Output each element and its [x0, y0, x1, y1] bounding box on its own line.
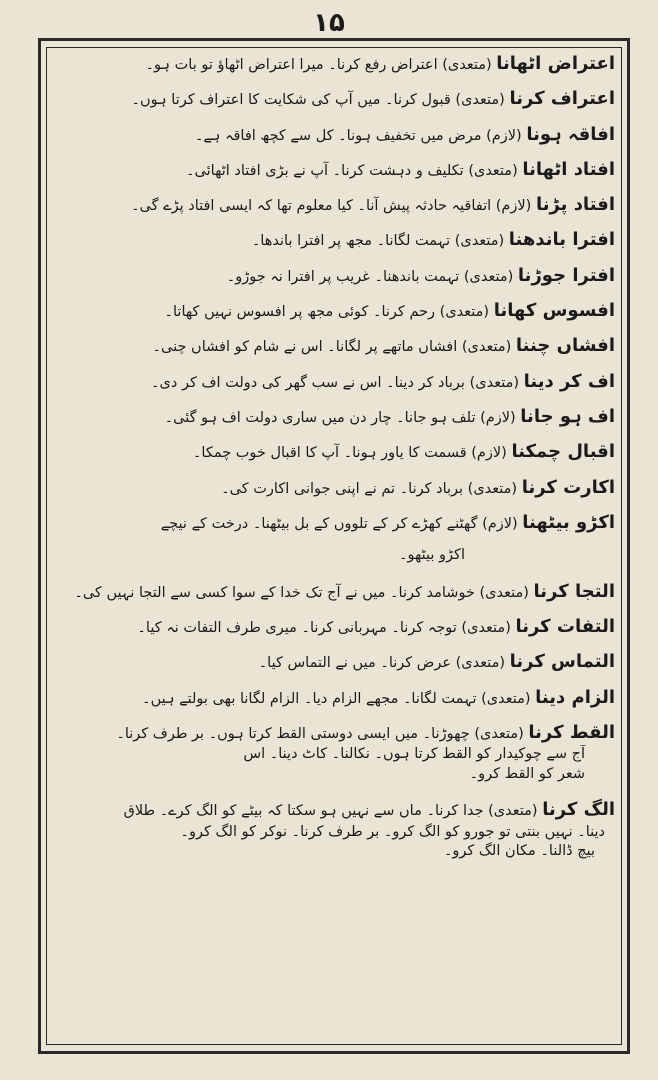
- entry-continuation: [60, 823, 615, 843]
- entry-iteraz-uthana: [60, 52, 615, 76]
- entry-continuation: [60, 842, 615, 862]
- entry-iltija-karna: [60, 580, 615, 604]
- entry-akru-baithna: [60, 511, 615, 535]
- entry-definition: (لازم) قسمت کا یاور ہونا۔ آپ کا اقبال خوب چمکا۔: [192, 445, 512, 462]
- entry-definition: دینا۔ نہیں بنتی تو جورو کو الگ کرو۔ بر طرف کرنا۔ نوکر کو الگ کرو۔: [180, 823, 605, 840]
- dictionary-entries: [60, 52, 615, 1037]
- entry-uf-ho-jana: [60, 405, 615, 429]
- entry-definition: (لازم) مرض میں تخفیف ہونا۔ کل سے کچھ افاقہ ہے۔: [194, 127, 527, 144]
- entry-alqat-karna: [60, 721, 615, 745]
- entry-headword: افشاں چننا: [515, 335, 615, 357]
- entry-definition: (متعدی) تہمت لگانا۔ مجھ پر افترا باندھا۔: [251, 233, 509, 250]
- entry-definition: (متعدی) تکلیف و دہشت کرنا۔ آپ نے بڑی افتاد اٹھائی۔: [186, 162, 523, 179]
- page-number: ۱۵: [313, 8, 345, 38]
- entry-afaqa-hona: [60, 123, 615, 147]
- entry-definition: (متعدی) افشاں ماتھے پر لگانا۔ اس نے شام کو افشاں چنی۔: [152, 339, 516, 356]
- entry-continuation: [60, 745, 615, 765]
- entry-ilzam-dena: [60, 686, 615, 710]
- entry-headword: التجا کرنا: [533, 580, 615, 602]
- entry-definition: اکڑو بیٹھو۔: [398, 547, 465, 564]
- entry-definition: بیچ ڈالنا۔ مکان الگ کرو۔: [443, 843, 595, 860]
- entry-headword: افاقہ ہونا: [526, 123, 615, 145]
- entry-iftira-bandhna: [60, 228, 615, 252]
- entry-definition: (متعدی) رحم کرنا۔ کوئی مجھ پر افسوس نہیں کھاتا۔: [164, 304, 494, 321]
- entry-definition: (لازم) تلف ہو جانا۔ چار دن میں ساری دولت اف ہو گئی۔: [164, 409, 521, 426]
- entry-definition: (متعدی) تہمت باندھنا۔ غریب پر افترا نہ جوڑو۔: [226, 268, 518, 285]
- entry-definition: (متعدی) برباد کر دینا۔ اس نے سب گھر کی دولت اف کر دی۔: [151, 374, 524, 391]
- entry-definition: (متعدی) برباد کرنا۔ تم نے اپنی جوانی اکارت کی۔: [221, 480, 522, 497]
- entry-headword: اعتراض اٹھانا: [496, 53, 615, 74]
- entry-afsos-khana: [60, 299, 615, 323]
- entry-headword: الگ کرنا: [542, 799, 615, 821]
- entry-headword: افتاد اٹھانا: [522, 158, 615, 180]
- entry-definition: (متعدی) اعتراض رفع کرنا۔ میرا اعتراض اٹھاؤ تو بات ہو۔: [145, 57, 497, 73]
- entry-continuation: [60, 765, 615, 785]
- entry-headword: اقبال چمکنا: [511, 441, 615, 463]
- entry-definition: (لازم) اتفاقیہ حادثہ پیش آنا۔ کیا معلوم تھا کہ ایسی افتاد پڑے گی۔: [131, 198, 536, 215]
- entry-iltimas-karna: [60, 650, 615, 674]
- entry-definition: شعر کو القط کرو۔: [469, 765, 585, 782]
- entry-definition: (متعدی) چھوڑنا۔ میں ایسی دوستی القط کرتا ہوں۔ بر طرف کرنا۔: [116, 725, 529, 742]
- entry-iftira-jorna: [60, 264, 615, 288]
- entry-headword: القط کرنا: [528, 721, 615, 743]
- entry-definition: (متعدی) تہمت لگانا۔ مجھے الزام دیا۔ الزام لگانا بھی بولتے ہیں۔: [142, 690, 536, 707]
- entry-definition: (متعدی) توجہ کرنا۔ مہربانی کرنا۔ میری طرف التفات نہ کیا۔: [137, 620, 516, 637]
- entry-continuation: [60, 546, 615, 566]
- entry-headword: افترا جوڑنا: [517, 264, 615, 286]
- entry-afshan-chunna: [60, 334, 615, 358]
- entry-headword: افترا باندھنا: [508, 229, 615, 251]
- entry-definition: (متعدی) جدا کرنا۔ ماں سے نہیں ہو سکتا کہ بیٹے کو الگ کرے۔ طلاق: [123, 803, 543, 820]
- entry-headword: اکڑو بیٹھنا: [522, 511, 615, 533]
- entry-definition: (متعدی) خوشامد کرنا۔ میں نے آج تک خدا کے سوا کسی سے التجا نہیں کی۔: [74, 584, 534, 601]
- entry-iltifat-karna: [60, 615, 615, 639]
- entry-headword: التماس کرنا: [509, 651, 615, 673]
- entry-definition: (متعدی) عرض کرنا۔ میں نے التماس کیا۔: [258, 655, 510, 672]
- entry-definition: (لازم) گھٹنے کھڑے کر کے تلووں کے بل بیٹھنا۔ درخت کے نیچے: [160, 515, 523, 532]
- entry-headword: اکارت کرنا: [521, 476, 615, 498]
- entry-headword: افسوس کھانا: [493, 300, 615, 322]
- entry-uftad-uthana: [60, 158, 615, 182]
- entry-headword: اف ہو جانا: [520, 405, 615, 427]
- entry-headword: اعتراف کرنا: [509, 88, 615, 110]
- entry-headword: التفات کرنا: [515, 616, 615, 638]
- entry-iqbal-chamakna: [60, 440, 615, 464]
- entry-headword: الزام دینا: [535, 686, 615, 708]
- entry-uf-kar-dena: [60, 370, 615, 394]
- entry-headword: اف کر دینا: [523, 370, 615, 392]
- entry-akarat-karna: [60, 476, 615, 500]
- entry-uftad-parna: [60, 193, 615, 217]
- entry-alag-karna: [60, 798, 615, 822]
- entry-eteraf-karna: [60, 87, 615, 111]
- entry-definition: (متعدی) قبول کرنا۔ میں آپ کی شکایت کا اعتراف کرتا ہوں۔: [131, 92, 510, 109]
- entry-definition: آج سے چوکیدار کو القط کرتا ہوں۔ نکالنا۔ کاٹ دینا۔ اس: [243, 746, 585, 763]
- entry-headword: افتاد پڑنا: [535, 194, 615, 216]
